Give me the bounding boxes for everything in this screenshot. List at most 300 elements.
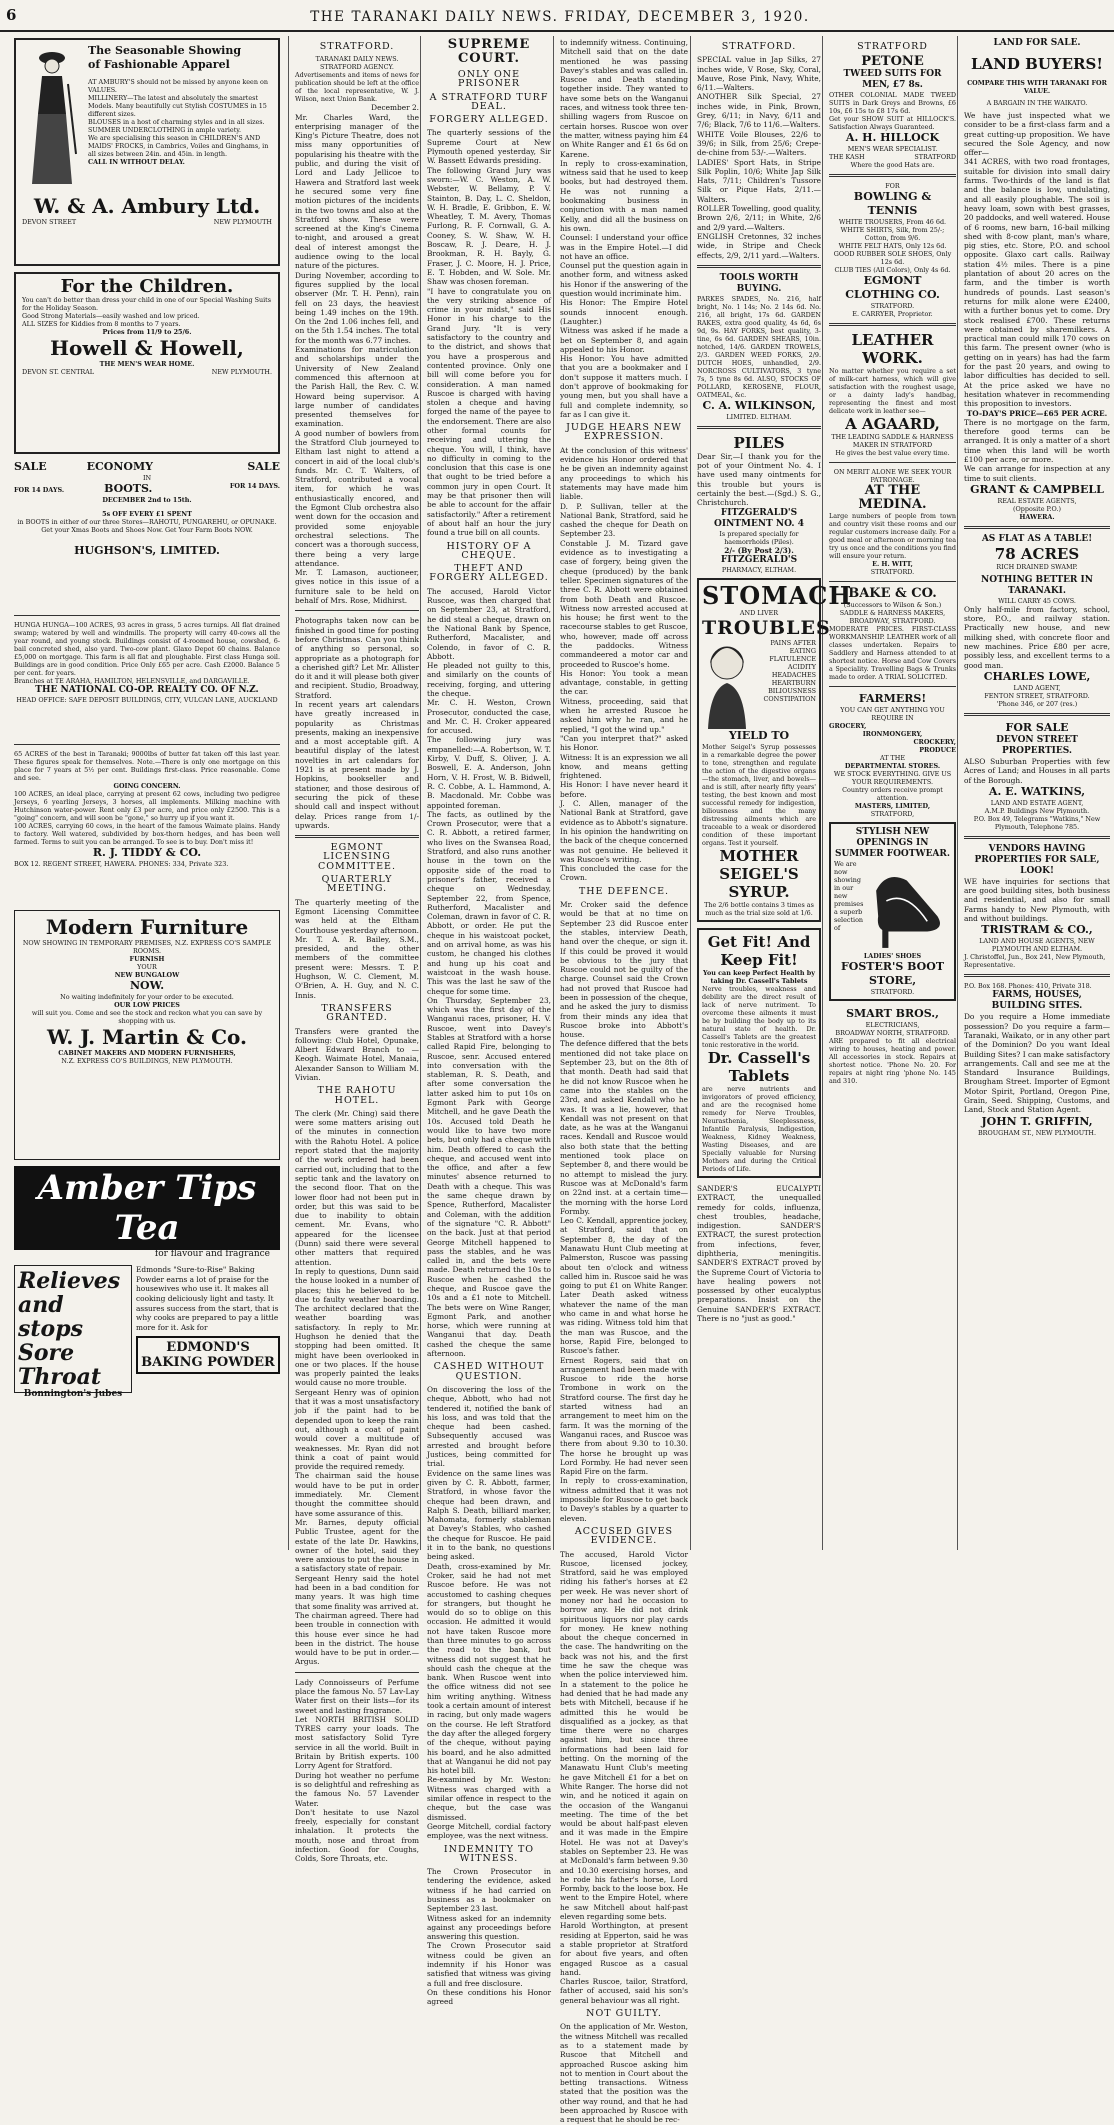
tiddy-going: GOING CONCERN.	[113, 782, 181, 790]
we-stock: WE STOCK EVERYTHING. GIVE US YOUR REQUIREMENTS.	[833, 770, 952, 787]
fitz-sub: Is prepared specially for haemorrhoids (Piles).	[719, 529, 799, 546]
bowling-item: CLUB TIES (All Colors), Only 4s 6d.	[834, 266, 951, 275]
stratford-heading: STRATFORD.	[721, 41, 797, 52]
stomach-heading: STOMACH	[702, 580, 853, 610]
smart-firm: SMART BROS.,	[846, 1007, 939, 1021]
bake-firm: BAKE & CO.	[848, 586, 937, 602]
paragraph: Photographs taken now can be finished in good time for posting before Christmas. Can you think of anything so personal, so appropriate as a photograph for a cherished gift? Let Mr. Allister do it and it will please both giver and recipient. Studio, Broadway, Stratford.	[295, 616, 419, 700]
martin-firm: W. J. Martin & Co.	[47, 1025, 247, 1049]
martin-text: NOW SHOWING IN TEMPORARY PREMISES, N.Z. EXPRESS CO'S SAMPLE ROOMS.	[22, 939, 272, 955]
bake-text: MODERATE PRICES. FIRST-CLASS WORKMANSHIP. LEATHER work of all classes undertaken. Repairs to Saddlery and Harness attended to at shortest notice. Horse and Cow Covers a Speciality. Travelling Bags & Trunks made to order. A TRIAL SOLICITED.	[829, 625, 956, 682]
hats-line: Where the good Hats are.	[850, 161, 935, 170]
ambury-text: SUMMER UNDERCLOTHING in ample variety.	[88, 126, 242, 134]
martin-now: NOW.	[129, 979, 165, 992]
ambury-text: We are specialising this season in CHILDREN'S AND MAIDS' FROCKS, in Cambrics, Voiles and Ginghams, in all sizes between 24in. and 45in. in length.	[88, 134, 269, 158]
subheading: INDEMNITY TO WITNESS.	[443, 1843, 535, 1864]
martin-furnish: FURNISH	[129, 955, 165, 963]
tristram-sub: LAND AND HOUSE AGENTS, NEW PLYMOUTH AND ELTHAM.	[979, 937, 1095, 954]
ambury-street: DEVON STREET	[22, 218, 77, 226]
sanders-text: SANDER'S EUCALYPTI EXTRACT, the unequalled remedy for colds, influenza, chest troubles, headache, indigestion. SANDER'S EXTRACT, the surest protection from infections, fever, diphtheria, meningitis. SANDER'S EXTRACT proved by the Supreme Court of Victoria to have healing powers not possessed by other eucalyptus preparations. Insist on the Genuine SANDER'S EXTRACT. There is no "just as good."	[697, 1183, 821, 1324]
howell-firm: Howell & Howell,	[50, 336, 244, 360]
flat-heading: AS FLAT AS A TABLE!	[981, 533, 1093, 544]
coop-firm: THE NATIONAL CO-OP. REALTY CO. OF N.Z.	[35, 685, 259, 695]
waikato-text: We have just inspected what we consider to be a first-class farm and a great cutting-up proposition. We have secured the Sole Agency, and now offer—	[964, 111, 1110, 158]
howell-text: You can't do better than dress your child in one of our Special Washing Suits for the Holiday Season.	[22, 296, 271, 312]
martin-heading: Modern Furniture	[45, 915, 249, 939]
land-for-sale: LAND FOR SALE.	[993, 38, 1081, 48]
paragraph: The facts, as outlined by the Crown Prosecutor, were that a C. R. Abbott, a retired farmer, who lives on the Swansea Road, Stratford, and also runs another house in the town on the opposite side of the road to prisoner's father, received a cheque on Wednesday, September 22, from Spence, Rutherford, Macalister and Coleman, drawn in favor of C. R. Abbott, or order. He put the cheque in his waistcoat pocket, and on arrival home, as was his custom, he changed his clothes and hung up his coat and waistcoat in the wash house. This was the last he saw of the cheque for some time.	[427, 809, 551, 996]
subheading: THEFT AND FORGERY ALLEGED.	[429, 563, 549, 584]
paragraph: Evidence on the same lines was given by C. R. Abbott, farmer, Stratford, in whose favor the cheque had been drawn, and Ralph S. Death, billiard marker, Mahomata, formerly stableman at Davey's Stables, who cashed the cheque for Ruscoe. He paid it in to the bank, no questions being asked.	[427, 1468, 551, 1562]
economy: ECONOMY	[86, 460, 153, 473]
paragraph: The Crown Prosecutor said witness could be given an indemnity if his Honor was satisfied that witness was giving a full and free disclosure.	[427, 1941, 551, 1988]
paragraph: Examinations for matriculation and scholarships under the University of New Zealand commenced this afternoon at the Parish Hall, the Rev. C. W. Howard being supervisor. A large number of candidates presented themselves for examination.	[295, 345, 419, 429]
paragraph: In reply to cross-examination, witness admitted that it was not impossible for Ruscoe to get back to Davey's stables by a quarter to eleven.	[560, 1476, 688, 1523]
drained: RICH DRAINED SWAMP.	[996, 562, 1078, 571]
court-sub: FORGERY ALLEGED.	[429, 114, 549, 126]
egmont-town: STRATFORD.	[870, 302, 915, 311]
medina-heading: AT THE MEDINA.	[858, 483, 927, 513]
tools-list: PARKES SPADES, No. 216, half bright, No. 1 14s; No. 2 14s 6d. No. 216, all bright, 17s 6d. GARDEN RAKES, extra good quality, 4s 6d, 6s 9d, 9s. HAY FORKS, best quality, 3-tine, 6s 6d. GARDEN SHEARS, 10in. notched, 14/6. GARDEN TROWELS, 2/3. GARDEN WEED FORKS, 2/9. DUTCH HOES, unhandled, 2/9. NORCROSS CULTIVATORS, 3 tyne 7s, 5 tyne 8s 6d. ALSO, STOCKS OF POLLARD, KEROSENE, FLOUR, OATMEAL, &c.	[697, 294, 821, 399]
yield-heading: YIELD TO	[728, 728, 790, 742]
paragraph: Leo C. Kendall, apprentice jockey, at Stratford, said that on September 8, the day of the Manawatu Hunt Club meeting at Palmerston, Ruscoe was passing about ten o'clock and witness called him in. Ruscoe said he was going to put £1 on White Ranger. Later Death asked witness whatever the name of the man who came in and what horse he was riding. Witness told him that the man was Ruscoe, and the horse, Rapid Fire, belonged to Ruscoe's father.	[560, 1216, 688, 1356]
hillock-sub: MEN'S WEAR SPECIALIST.	[847, 145, 938, 154]
bowling-item: WHITE FELT HATS, Only 12s 6d.	[838, 242, 947, 251]
rahotu-heading: THE RAHOTU HOTEL.	[317, 1085, 397, 1106]
court-sub: ONLY ONE PRISONER	[457, 69, 521, 90]
ambury-ad	[14, 38, 280, 266]
amber-tips-ad	[14, 1166, 280, 1259]
edmonds-brand: EDMOND'S BAKING POWDER	[136, 1336, 280, 1374]
seigel-text: Mother Seigel's Syrup possesses in a remarkable degree the power to tone, strengthen and regulate the action of the digestive organs—the stomach, liver, and bowels—and is still, after nearly fifty years' testing, the best known and most successful remedy for indigestion, biliousness and the many distressing ailments which are traceable to a weak or disordered condition of these important organs. Test it yourself.	[702, 742, 816, 847]
getfit-heading: Get Fit! And Keep Fit!	[707, 932, 811, 969]
ladies-shoe-icon	[863, 860, 951, 952]
howell-text: Good Strong Materials—easily washed and low priced.	[22, 312, 200, 320]
kash: THE KASH	[829, 153, 865, 162]
paragraph: A good number of bowlers from the Stratford Club journeyed to Eltham last night to attend a concert in aid of the local club's funds. Mr. C. T. Walters, of Stratford, contributed a vocal item, for which he was enthusiastically encored, and the Egmont Club orchestra also went down for the occasion and provided some enjoyable orchestral selections. The concert was a thorough success, there being a very large attendance.	[295, 428, 419, 568]
tiddy-ad	[14, 750, 280, 910]
symptom: BILIOUSNESS	[768, 686, 816, 695]
symptoms-list	[756, 639, 816, 729]
paragraph: Sergeant Henry was of opinion that it was a most unsatisfactory job if the paint had to be depended upon to keep the rain out, although a coat of paint would cover a multitude of weaknesses. Mr. Ryan did not think a coat of paint would provide the required remedy.	[295, 1387, 419, 1472]
farmers-item: GROCERY,	[829, 722, 867, 731]
tiddy-box: BOX 12.	[14, 860, 41, 868]
bowling-heading: BOWLING & TENNIS	[853, 190, 932, 218]
nothing-better: NOTHING BETTER IN TARANAKI.	[981, 574, 1093, 596]
paragraph: "I have to congratulate you on the very striking absence of crime in your midst," said His Honor in his charge to the Grand Jury. "It is very satisfactory to the country and to the district, and shows that you have a prosperous and contented province. Only one bill will come before you for consideration. A man named Ruscoe is charged with having stolen a cheque and having forged the name of the payee to the endorsement. There are also other formal counts for receiving and uttering the cheque. You will, I think, have no difficulty in coming to the conclusion that this case is one that ought to be tried before a common jury in open Court. It may be that prisoner then will be able to account for the affair satisfactorily." After a retirement of about half an hour the jury found a true bill on all counts.	[427, 286, 551, 538]
transfers-heading: TRANSFERS GRANTED.	[321, 1002, 393, 1024]
acres-78-text: Only half-mile from factory, school, store, P.O., and railway station. Practically new house, and new milking shed, with concrete floor and new machines. Price £80 per acre, possibly less, and excellent terms to a good man.	[964, 604, 1110, 670]
howell-prices: Prices from 11/9 to 25/6.	[102, 328, 192, 336]
inspect-text: We can arrange for inspection at any time to suit clients.	[964, 464, 1110, 483]
ad-line: ANOTHER Silk Special, 27 inches wide, in Pink, Brown, Grey, 6/11; in Navy, 6/11 and 7/6; Black, 7/6 to 11/6.—Walters.	[697, 92, 821, 130]
farmers-item: PRODUCE	[919, 746, 956, 755]
howell-heading: For the Children.	[60, 276, 234, 297]
vendors-text: WE have inquiries for sections that are good building sites, both business and residential, and also for small Farms handy to New Plymouth, with and without buildings.	[964, 876, 1110, 924]
paragraph: Harold Worthington, at present residing at Epperton, said he was a stable proprietor at Stratford for about five years, and often engaged Ruscoe as a casual hand.	[560, 1921, 688, 1977]
symptom: HEADACHES	[771, 670, 816, 679]
coop-text: HUNGA HUNGA—100 ACRES, 93 acres in grass, 5 acres turnips. All flat drained swamp; watered by well and windmills. The property will carry 40-cows all the year round, and young stock. Buildings consist of 4-roomed house, cowshed, 6-bail concreted shed, also yard. Two-cow plant. Glaxo Depot 60 chains. Balance £5,000 on mortgage. This farm is all flat and ploughable. First class Hunga soil. Buildings are in good condition. Price Only £65 per acre. Cash £2000. Balance 5 per cent. for years.	[14, 621, 280, 677]
howell-ad	[14, 272, 280, 454]
leather-heading: LEATHER WORK.	[851, 331, 934, 368]
egmont-firm: EGMONT CLOTHING CO.	[845, 274, 940, 302]
carry: WILL CARRY 45 COWS.	[998, 596, 1076, 605]
paragraph: The quarterly sessions of the Supreme Court at New Plymouth opened yesterday, Sir W. Bassett Edwards presiding.	[427, 128, 551, 166]
tristram-firm: TRISTRAM & CO.,	[981, 923, 1093, 937]
paragraph: Constable J. M. Tizard gave evidence as to investigating a case of forgery, being given the cheque (produced) by the bank teller. Specimen signatures of the three C. R. Abbott were obtained from both Death and Ruscoe. Witness now arrested accused at his house; he first went to the racecourse stables to get Ruscoe, who, however, made off across the paddocks. Witness commandeered a motor car and proceeded to Ruscoe's home.	[560, 538, 688, 669]
paragraph: On discovering the loss of the cheque, Abbott, who had not tendered it, notified the bank of his loss, and was told that the cheque had been cashed. Subsequently accused was arrested and brought before Justices, being committed for trial.	[427, 1384, 551, 1469]
boots-dates: DECEMBER 2nd to 15th.	[102, 496, 192, 504]
paragraph: to indemnify witness. Continuing, Mitchell said that on the date mentioned he was passing Davey's stables and was called in. Ruscoe and Death standing together inside. They wanted to have some bets on the Wanganui races, and witness took three ten-shilling wagers from Ruscoe on certain horses. Ruscoe won over the matter, witness paying him £4 on White Ranger and £1 6s 6d on Karene.	[560, 38, 688, 159]
watkins-box: P.O. Box 49, Telegrams "Watkins," New Plymouth, Telephone 785.	[973, 814, 1101, 831]
paragraph: Death, cross-examined by Mr. Croker, said he had not met Ruscoe before. He was not accustomed to cashing cheques for strangers, but thought he would do so to oblige on this occasion. He admitted it would not have taken Ruscoe more than three minutes to go across the road to the bank, but witness did not suggest that he should cash the cheque at the bank. When Ruscoe went into the office witness did not see him writing anything. Witness took a certain amount of interest in racing, but only made wagers on the course. He left Stratford the day after the alleged forgery of the cheque, without paying his board, and he also admitted that at Wanganui he did not pay his hotel bill.	[427, 1561, 551, 1776]
paragraph: The chairman said the house would have to be put in order immediately. Mr. Clement thought the committee should have some assurance of this.	[295, 1471, 419, 1518]
tweed-line: TWEED SUITS FOR MEN, £7 8s.	[843, 69, 942, 91]
kash-town: STRATFORD	[914, 153, 956, 162]
cassell-text: are nerve nutrients and invigorators of proved efficiency, and are the recognised home remedy for Nerve Troubles, Neurasthenia, Sleeplessness, Infantile Paralysis, Indigestion, Weakness, Kidney Weakness, Wasting Diseases, and are Specially valuable for Nursing Mothers and during the Critical Periods of Life.	[702, 1084, 816, 1173]
paragraph: On these conditions his Honor agreed	[427, 1987, 551, 2007]
seigel-brand: MOTHER SEIGEL'S SYRUP.	[719, 846, 799, 901]
boots-xmas: Get your Xmas Boots and Shoes Now. Get Your Farm Boots NOW.	[41, 526, 253, 534]
todays-price: TO-DAY'S PRICE—£65 PER ACRE.	[966, 408, 1108, 418]
boots-word: BOOTS.	[104, 482, 153, 495]
subheading: ACCUSED GIVES EVIDENCE.	[574, 1525, 674, 1547]
masters-town: STRATFORD,	[870, 810, 915, 819]
country-orders: Country orders receive prompt attention.	[842, 786, 943, 803]
box-168: P.O. Box 168. Phones: 410, Private 318.	[964, 982, 1092, 991]
column-stratford-ads-2	[825, 38, 960, 1550]
farmers-text: YOU CAN GET ANYTHING YOU REQUIRE IN	[840, 706, 945, 723]
stratford-heading: STRATFORD.	[319, 41, 395, 52]
coop-office: HEAD OFFICE: SAFE DEPOSIT BUILDINGS, CITY, VULCAN LANE, AUCKLAND	[16, 696, 278, 704]
paragraph: The defence differed that the bets mentioned did not take place on September 23, but on the 8th of that month. Death had said that he did not know Ruscoe when he came into the stables on the 23rd, and asked Kendall who he was. It was a lie, however, that Kendall was not present on that date, as he was at the Wanganui races. Kendall and Ruscoe would also both state that the betting mentioned took place on September 8, and there would be no attempt to mislead the jury. Ruscoe was at McDonald's farm on 22nd inst. at a certain time—the morning with the horse Lord Formby.	[560, 1039, 688, 1216]
column-stratford	[291, 38, 423, 1864]
paragraph: In recent years art calendars have greatly increased in popularity as Christmas presents, making an inexpensive and a most acceptable gift. A beautiful display of the latest novelties in art calendars for 1921 is at present made by J. Hopkins, bookseller and stationer, and those desirous of securing the pick of these should call and inspect without delay. Prices range from 1/- upwards.	[295, 700, 419, 830]
paragraph: Mr. C. H. Weston, Crown Prosecutor, conducted the case, and Mr. C. H. Croker appeared for accused.	[427, 698, 551, 736]
edmonds-text: Edmonds "Sure-to-Rise" Baking Powder earns a lot of praise for the housewives who use it. It makes all cooking deliciously light and tasty. It assures success from the start, that is why cooks are prepared to pay a little more for it. Ask for	[136, 1265, 279, 1332]
howell-town: NEW PLYMOUTH.	[211, 368, 272, 376]
edmonds-ad	[136, 1265, 280, 1385]
tiddy-phones: PHONES: 334, Private 323.	[138, 860, 229, 868]
paragraph: Mr. Barnes, deputy official Public Trustee, agent for the estate of the late Dr. Hawkins, owner of the hotel, said they were anxious to put the house in a satisfactory state of repair.	[295, 1517, 419, 1574]
ad-line: WHITE Voile Blouses, 22/6 to 39/6; in Silk, from 25/6; Crepe-de-chine from 53/-.—Walters.	[697, 129, 821, 158]
paragraph: The accused, Harold Victor Ruscoe, was then charged that on September 23, at Stratford, he did steal a cheque, drawn on the National Bank by Spence, Rutherford, Macalister, and Colendo, in favor of C. R. Abbott.	[427, 586, 551, 661]
ambury-town: NEW PLYMOUTH	[213, 218, 272, 226]
howell-text: ALL SIZES for Kiddies from 8 months to 7 years.	[22, 320, 181, 328]
amber-tag: for flavour and fragrance	[154, 1249, 270, 1259]
tiddy-firm: R. J. TIDDY & CO.	[92, 846, 202, 859]
howell-street: DEVON ST. CENTRAL	[22, 368, 94, 376]
grant-sub: REAL ESTATE AGENTS,	[997, 496, 1077, 505]
paragraph: His Honor: You have admitted that you are a bookmaker and I don't suppose it matters much. I don't approve of bookmaking for young men, but you shall have a full and complete indemnity, so far as I can give it.	[560, 354, 688, 419]
aagaard-firm: A AGAARD,	[845, 415, 940, 434]
paragraph: J. C. Allen, manager of the National Bank at Stratford, gave evidence as to Abbott's signature. In his opinion the handwriting on the back of the cheque concerned was not genuine. He believed it was Ruscoe's writing.	[560, 799, 688, 864]
cassell-brand: Dr. Cassell's Tablets	[707, 1048, 811, 1085]
tiddy-100a: 100 ACRES, an ideal place, carrying at present 62 cows, including two pedigree Jerseys, 6 yearling Jerseys, 3 horses, all implements. Milking machine with Hutchinson water-power. Rent only £3 per acre, and price only £2500. This is a "going" concern, and will soon be "gone," so hurry up if you want it.	[14, 790, 280, 822]
farmers-heading: FARMERS!	[858, 692, 927, 706]
griffin-text: Do you require a Home immediate possession? Do you require a farm—Taranaki, Waikato, or in any other part of the Dominion? Do you want Ideal Building Sites? I can make satisfactory arrangements. Call and see me at the Standard Insurance Buildings, Brougham Street. Importer of Egmont Motor Spirit, Portland, Oregon Pine, Grain, Seed. Shipping, Customs, and Land, Stock and Station Agent.	[964, 1012, 1111, 1115]
foster-text: We are now showing in our new premises a superb selection of	[834, 860, 864, 933]
egmont-prop: E. CARRYER, Proprietor.	[852, 310, 933, 319]
aagaard-sub: THE LEADING SADDLE & HARNESS MAKER IN STRATFORD	[831, 433, 954, 450]
vendors-heading: VENDORS HAVING PROPERTIES FOR SALE, LOOK!	[974, 843, 1100, 876]
paragraph: Counsel: I understand your office was in the Empire Hotel.—I did not have an office.	[560, 233, 688, 261]
paragraph: Re-examined by Mr. Weston: Witness was charged with a similar offence in respect to the cheque, but the case was dismissed.	[427, 1775, 551, 1822]
date: December 2.	[371, 103, 419, 113]
paragraph: At the conclusion of this witness' evidence his Honor ordered that he be given an indemnity against any proceedings to which his statements may have made him liable.	[560, 445, 688, 502]
ambury-text: AT AMBURY'S should not be missed by anyone keen on VALUES.	[88, 78, 268, 94]
martin-bungalow: NEW BUNGALOW	[114, 971, 180, 979]
paragraph: In reply to cross-examination, witness said that he used to keep books, but had destroyed them. He was not running a bookmaking business in conjunction with a man named Kelly, and did all the business on his own.	[560, 158, 688, 233]
martin-sub: CABINET MAKERS AND MODERN FURNISHERS,	[58, 1049, 236, 1057]
also-text: ALSO Suburban Properties with few Acres of Land; and Houses in all parts of the Borough.	[964, 756, 1110, 785]
paragraph: Let NORTH BRITISH SOLID TYRES carry your loads. The most satisfactory Solid Tyre service in all the world. Built in Britain by British experts. 100 Lorry Agent for Stratford.	[295, 1714, 419, 1771]
and-liver: AND LIVER	[739, 608, 779, 617]
subheading: HISTORY OF A CHEQUE.	[446, 540, 532, 561]
amber-brand: Amber Tips Tea	[14, 1166, 280, 1250]
ambury-text: MILLINERY—The latest and absolutely the smartest Models. Many beautifully cut Stylish COSTUMES in 15 different sizes.	[88, 94, 267, 118]
paragraph: Mr. Croker said the defence would be that at no time on September 23 did Ruscoe enter the stables, interview Death, hand over the cheque, or sign it. If this could be proved it would be obvious to the jury that Ruscoe could not be guilty of the charge. Counsel said the Crown had not proved that Ruscoe had been in possession of the cheque, and he asked the jury to dismiss from their minds any idea that Ruscoe broke into Abbott's house.	[560, 900, 688, 1040]
page-number: 6	[6, 6, 17, 24]
farmers-item: IRONMONGERY,	[862, 730, 923, 739]
subheading: CASHED WITHOUT QUESTION.	[433, 1361, 545, 1382]
paragraph: Witness asked for an indemnity against any proceedings before answering this question.	[427, 1913, 551, 1942]
ad-line: ENGLISH Cretonnes, 32 inches wide, in Stripe and Check effects, 2/9, 2/11 yard.—Walters.	[697, 231, 821, 260]
martin-your: YOUR	[137, 963, 157, 971]
smart-sub: ELECTRICIANS,	[865, 1021, 920, 1030]
piles-text: Dear Sir,—I thank you for the pot of your Ointment No. 4. I have used many ointments for this trouble but yours is certainly the best.—(Sgd.) S. G., Christchurch.	[697, 451, 821, 508]
paragraph: During hot weather no perfume is so delightful and refreshing as the famous No. 57 Lavender Water.	[295, 1770, 419, 1808]
grant-opp: (Opposite P.O.)	[1013, 504, 1061, 513]
paragraph: Mr. Charles Ward, the enterprising manager of the King's Picture Theatre, does not miss many opportunities of popularising his theatre with the public, and during the visit of Lord and Lady Jellicoe to Hawera and Stratford last week he secured some very fine motion pictures of the incidents in the two towns and also at the Stratford show. These were screened at the King's Cinema to-night, and aroused a great deal of interest amongst the audience owing to the local nature of the pictures.	[295, 112, 419, 271]
foster-firm: FOSTER'S BOOT STORE,	[840, 960, 945, 988]
wilkinson-sub: LIMITED. ELTHAM.	[726, 412, 792, 421]
bonnington-head1: Relieves and	[18, 1268, 121, 1319]
bargain: A BARGAIN IN THE WAIKATO.	[986, 99, 1088, 107]
days-left: FOR 14 DAYS.	[14, 486, 65, 494]
dept-stores: DEPARTMENTAL STORES.	[844, 762, 941, 771]
howell-sub: THE MEN'S WEAR HOME.	[99, 360, 195, 368]
hillock-line: Get your SHOW SUIT at HILLOCK'S. Satisfaction Always Guaranteed.	[829, 115, 956, 132]
tiddy-100b: 100 ACRES, carrying 60 cows, in the heart of the famous Waimate plains. Handy to factory. Well watered, subdivided by box-thorn hedges, and has been well farmed. Terms to suit you can be arranged. To see is to buy. Don't miss it!	[14, 822, 280, 846]
foster-heading: STYLISH NEW OPENINGS IN SUMMER FOOTWEAR.	[834, 827, 951, 860]
for-label: FOR	[885, 182, 900, 191]
sale-right: SALE	[247, 460, 280, 473]
paragraph: The clerk (Mr. Ching) said there were some matters arising out of the minutes in connection with the Rahotu Hotel. A police report stated that the majority of the work ordered had been carried out, including that to the septic tank and the lavatory on the second floor. That on the lower floor had not been put in order, but this was said to be due to inability to obtain cement. Mr. Evans, who appeared for the licensee (Dunn) said there were several other matters that required attention.	[295, 1108, 419, 1267]
paragraph: Mr. T. Lamason, auctioneer, gives notice in this issue of a furniture sale to be held on behalf of Mrs. Rose, Midhirst.	[295, 568, 419, 606]
paragraph: D. P. Sullivan, teller at the National Bank, Stratford, said he cashed the cheque for Death on September 23.	[560, 501, 688, 539]
paragraph: Witness was asked if he made a bet on September 8, and again appealed to his Honor.	[560, 326, 688, 354]
boots-stores: in BOOTS in either of our three Stores—RAHOTU, PUNGAREHU, or OPUNAKE.	[17, 518, 277, 526]
woman-portrait-icon	[702, 639, 752, 729]
masthead-title: THE TARANAKI DAILY NEWS. FRIDAY, DECEMBER 3, 1920.	[310, 9, 810, 25]
tools-heading: TOOLS WORTH BUYING.	[719, 272, 799, 294]
hughson-firm: HUGHSON'S, LIMITED.	[74, 544, 220, 557]
cassell-ad	[697, 928, 821, 1178]
foster-sub: LADIES' SHOES	[863, 952, 922, 961]
getfit-text: Nerve troubles, weakness and debility are the direct result of lack of nerve nutriment. To overcome these ailments it must be by building the body up to its natural state of health. Dr. Cassell's Tablets are the greatest tonic restorative in the world.	[702, 984, 816, 1049]
paragraph: His Honor: I have never heard it before.	[560, 780, 688, 799]
seigel-size: The 2/6 bottle contains 3 times as much as the trial size sold at 1/6.	[704, 900, 814, 917]
griffin-firm: JOHN T. GRIFFIN,	[981, 1114, 1093, 1128]
paragraph: Witness, proceeding, said that when he arrested Ruscoe he asked him why he ran, and he replied, "I got the wind up."	[560, 696, 688, 734]
subheading: JUDGE HEARS NEW EXPRESSION.	[566, 422, 682, 443]
coop-branches: Branches at TE ARAHA, HAMILTON, HELENSVILLE, and DARGAVILLE.	[14, 677, 250, 685]
lowe-phone: 'Phone 346, or 207 (res.)	[996, 699, 1078, 708]
paragraph: Witness: It is an expression we all know, and means getting frightened.	[560, 752, 688, 781]
paragraph: He pleaded not guilty to this, and similarly on the counts of receiving, forging, and uttering the cheque.	[427, 661, 551, 698]
paragraph: Transfers were granted the following: Club Hotel, Opunake, Albert Edward Branch to — Keogh. Waimate Hotel, Manaia, Alexander Sanson to William M. Vivian.	[295, 1026, 419, 1082]
column-ads-left	[14, 38, 280, 1550]
column-rule	[288, 36, 289, 1550]
paragraph: On Thursday, September 23, which was the first day of the Wanganui races, prisoner, H. V. Ruscoe, went into Davey's Stables at Stratford with a horse called Rapid Fire, belonging to Ruscoe, senr. Accused entered into conversation with the stableman, R. S. Death, and after some conversation the latter asked him to put 10s on Egmont Park with George Mitchell, and he gave Death the 10s. Accused told Death he would like to have two more bets, but only had a cheque with him. Death offered to cash the cheque, and accused went into the office, and after a few minutes' absence returned to Death with a cheque. This was the same cheque drawn by Spence, Rutherford, Macalister and Coleman, with the addition of the signature "C. R. Abbott" on the back. Just at that period George Mitchell happened to pass the stables, and he was called in, and the bets were made. Death returned the 10s to Ruscoe when he cashed the cheque, and Ruscoe gave the 10s and a £1 note to Mitchell. The bets were on Wine Ranger, Egmont Park, and another horse, which were running at Wanganui that day. Death cashed the cheque the same afternoon.	[427, 995, 551, 1359]
licensing-heading: EGMONT LICENSING COMMITTEE.	[317, 842, 396, 872]
paragraph: George Mitchell, cordial factory employee, was the next witness.	[427, 1821, 551, 1841]
bowling-item: WHITE SHIRTS, Silk, from 25/-; Cotton, from 9/6.	[840, 226, 945, 243]
witt-firm: E. H. WITT,	[872, 560, 913, 569]
hillock-firm: A. H. HILLOCK	[845, 131, 940, 145]
ad-line: SPECIAL value in Jap Silks, 27 inches wide, V Rose, Sky, Coral, Mauve, Rose Pink, Navy, White, 6/11.—Walters.	[697, 55, 821, 93]
coop-ad	[14, 621, 280, 739]
tristram-addr: J. Christoffel, Jun., Box 241, New Plymouth, Representative.	[964, 953, 1106, 970]
martin-ad	[14, 910, 280, 1160]
medina-text: Large numbers of people from town and country visit these rooms and our regular customers increase daily. For a good meal or afternoon or morning tea try us once and the conditions you find will ensure your return.	[829, 512, 956, 561]
medina-pre: ON MERIT ALONE WE SEEK YOUR PATRONAGE.	[833, 468, 952, 485]
watkins-addr: A.M.P. Buildings New Plymouth.	[984, 806, 1090, 815]
paragraph: Sergeant Henry said the hotel had been in a bad condition for many years. It was high time that some finality was arrived at.	[295, 1573, 419, 1611]
bonnington-ad	[14, 1265, 132, 1400]
bonnington-brand: Bonnington's Jubes	[23, 1389, 123, 1400]
column-land-for-sale	[960, 38, 1114, 1550]
buyers-heading: LAND BUYERS!	[971, 55, 1103, 73]
other-suits: OTHER COLONIAL MADE TWEED SUITS in Dark Greys and Browns, £6 10s, £6 15s to £8 17s 6d.	[829, 91, 956, 116]
paragraph: During November, according to figures supplied by the local observer (Mr. T. H. Penn), rain fell on 23 days, the heaviest being 1.49 inches on the 19th. On the 2nd 1.06 inches fell, and on the 5th 1.54 inches. The total for the month was 6.77 inches.	[295, 270, 419, 345]
piles-heading: PILES	[733, 433, 785, 452]
subheading: NOT GUILTY.	[586, 2008, 662, 2020]
watkins-sub: LAND AND ESTATE AGENT,	[990, 798, 1084, 807]
ambury-heading-2: of Fashionable Apparel	[88, 58, 230, 71]
paragraph: In reply to questions, Dunn said the house looked in a number of places; this he believed to be due to faulty weather boarding. The architect declared that the weather boarding was satisfactory. In reply to Mr. Hughson he denied that the stopping had been omitted. It might have been overlooked in one or two places. If the house was properly painted the leaks would cause no more trouble.	[295, 1266, 419, 1388]
bottom-ads	[14, 1265, 280, 1400]
masters-firm: MASTERS, LIMITED,	[854, 802, 931, 811]
for-sale-heading: FOR SALE	[1005, 720, 1069, 734]
watkins-firm: A. E. WATKINS,	[988, 784, 1086, 798]
devon-properties: DEVON STREET PROPERTIES.	[996, 734, 1078, 756]
paragraph: Don't hesitate to use Nazol freely, especially for constant inhalation. It protects the mouth, nose and throat from infection. Good for Coughs, Colds, Sore Throats, etc.	[295, 1807, 419, 1864]
symptom: CONSTIPATION	[763, 694, 816, 703]
symptom: PAINS AFTER EATING	[770, 638, 816, 655]
paragraph: Counsel put the question again in another form, and witness asked his Honor if the answering of the question would incriminate him.	[560, 261, 688, 299]
paragraph: This concluded the case for the Crown.	[560, 864, 688, 883]
aagaard-tag: He gives the best value every time.	[835, 449, 950, 458]
compare: COMPARE THIS WITH TARANAKI FOR VALUE.	[967, 79, 1107, 95]
notice: Advertisements and items of news for publication should be left at the office of the local representative, W. J. Wilson, next Union Bank.	[295, 71, 419, 104]
bake-sub: (Successors to Wilson & Son.) SADDLE & HARNESS MAKERS, BROADWAY, STRATFORD.	[839, 601, 946, 626]
fitz-heading: FITZGERALD'S OINTMENT NO. 4	[714, 507, 804, 529]
column-supreme-court	[423, 37, 555, 2007]
stratford-sub: STRATFORD AGENCY.	[320, 63, 394, 72]
paragraph: On the application of Mr. Weston, the witness Mitchell was recalled as to a statement made by Ruscoe that Mitchell and approached Ruscoe asking him not to mention in Court about the betting transactions. Witness stated that the position was the other way round, and that he had been approached by Ruscoe with a request that he should be rec-	[560, 2022, 688, 2125]
foster-ad	[829, 822, 956, 1001]
paragraph: His Honor: The Empire Hotel sounds innocent enough. (Laughter.)	[560, 298, 688, 326]
petone-heading: PETONE	[861, 54, 924, 70]
licensing-sub: QUARTERLY MEETING.	[321, 874, 393, 895]
fitz-pharm: PHARMACY, ELTHAM.	[721, 565, 797, 574]
bowling-item: GOOD RUBBER SOLE SHOES, Only 12s 6d.	[833, 250, 952, 267]
wilkinson-firm: C. A. WILKINSON,	[702, 398, 816, 412]
tiddy-street: REGENT STREET, HAWERA.	[42, 860, 137, 868]
farmers-item: CROCKERY,	[913, 738, 956, 747]
boots-in: IN	[142, 474, 152, 482]
bonnington-head3: Throat	[18, 1364, 102, 1391]
paragraph: The following Grand Jury was sworn:—W. C. Weston, A. W. Webster, W. Bellamy, P. V. Stainton, B. Day, L. C. Sheldon, W. H. Bradle, E. Gribbon, E. W. Wheatley, T. M. Avery, Thomas Furlong, R. F. Cornwall, G. A. Cooney, S. W. Shaw, W. H. Boscaw, R. J. Deare, H. J. Brookman, R. H. Bayly, G. Fraser, J. C. Moore, H. J. Price, E. T. Hobden, and W. Sole. Mr. Shaw was chosen foreman.	[427, 165, 551, 287]
paragraph: Lady Connoisseurs of Perfume place the famous No. 57 Lav-Lay Water first on their lists—for its sweet and lasting fragrance.	[295, 1677, 419, 1715]
court-sub: A STRATFORD TURF DEAL.	[429, 91, 549, 112]
paragraph: Charles Ruscoe, tailor, Stratford, father of accused, said his son's general behaviour was all right.	[560, 1977, 688, 2005]
leather-text: No matter whether you require a set of milk-cart harness, which will give satisfaction with the roughest usage, or a dainty lady's handbag, representing the finest and most delicate work in leather see—	[829, 367, 956, 416]
lowe-firm: CHARLES LOWE,	[983, 669, 1091, 683]
column-court-continued	[556, 38, 692, 2125]
subheading: THE DEFENCE.	[578, 885, 670, 897]
bonnington-head2: stops Sore	[18, 1316, 83, 1367]
paragraph: The following jury was empanelled:—A. Robertson, W. T. Kirby, V. Duff, S. Oliver, J. A. Boswell, E. A. Anderson, John Horn, V. H. Frost, W. B. Bidwell, R. C. Cobbe, A. L. Hammond, A. B. Macdonald. Mr. Cobbe was appointed foreman.	[427, 735, 551, 810]
boots-ad	[14, 460, 280, 610]
ad-line: ROLLER Towelling, good quality, Brown 2/6, 2/11; in White, 2/6 and 2/9 yard.—Walters.	[697, 204, 821, 232]
paragraph: The chairman agreed. There had been trouble in connection with this house ever since he had been in the district. The house would have to be put in order.—Argus.	[295, 1610, 419, 1667]
paragraph: The Crown Prosecutor in tendering the evidence, asked witness if he had carried on business as a bookmaker on September 23 last.	[427, 1867, 551, 1914]
fitz-price: 2/- (By Post 2/3).	[724, 545, 794, 555]
grant-town: HAWERA.	[1019, 512, 1055, 521]
martin-text: No waiting indefinitely for your order to be executed.	[60, 993, 234, 1001]
acres-341: 341 ACRES, with two road frontages, suitable for division into small dairy farms. Two-thirds of the land is flat and the balance is low, undulating, and all easily ploughable. The soil is heavy loam, sown with best grasses, 20 paddocks, and well watered. House of 6 rooms, new barn, 16-bail milking shed with 8-cow plant, man's whare, pig sties, etc. Store, P.O. and school opposite. Glaxo cart calls. Railway station 4½ miles. There is a pine plantation of about 20 acres on the farm, and the timber is worth hundreds of pounds. Last season's returns for milk alone were £2400, with a further bonus yet to come. Dry stock realised £700. These returns were obtained by sharemilkers. A practical man could milk 170 cows on this farm. The present owner (who is getting on in years) has had the farm for the past 20 years, and owing to labor difficulties has decided to sell. At the price asked we have no hesitation whatever in recommending this proposition to investors.	[964, 157, 1110, 409]
symptom: ACIDITY	[787, 662, 816, 671]
ambury-heading-1: The Seasonable Showing	[88, 44, 242, 57]
grant-firm: GRANT & CAMPBELL	[970, 482, 1104, 496]
martin-text: will suit you. Come and see the stock and reckon what you can save by shopping with us.	[31, 1009, 263, 1025]
paragraph: His Honor: You took a mean advantage, constable, in getting the car.	[560, 668, 688, 697]
fitz-firm: FITZGERALD'S	[720, 554, 798, 565]
paragraph: The accused, Harold Victor Ruscoe, licensed jockey, Stratford, said he was employed riding his father's horses at £2 per week. He was never short of money nor had he occasion to borrow any. He did not drink spirituous liquors nor play cards for money. He knew nothing about the cheque concerned in the case. The handwriting on the back was not his, and the first time he saw the cheque was when the police interviewed him. In a statement to the police he had denied that he had made any bets with Mitchell, because if he admitted this he would be disqualified as a jockey, as that time there were no charges against him, but since three informations had been laid for betting. On the morning of the Manawatu Hunt Club's meeting he gave Mitchell £1 for a bet on White Ranger. The horse did not win, and he noticed it again on the occasion of the Wanganui meeting. The time of the bet would be about half-past eleven and it was made in the Empire Hotel. He was not at Davey's stables on September 23. He was at McDonald's farm between 9.30 and 10.30 exercising horses, and he rode his father's horse, Lord Formby, back to the loose box. He went to the Empire Hotel, where he saw Mitchell about half-past eleven regarding some bets.	[560, 1549, 688, 1922]
masthead	[0, 0, 1114, 32]
martin-low: OUR LOW PRICES	[114, 1001, 180, 1009]
smart-addr: BROADWAY NORTH, STRATFORD.	[835, 1029, 950, 1038]
ambury-call: CALL IN WITHOUT DELAY.	[88, 158, 185, 166]
mortgage-text: There is no mortgage on the farm, therefore good terms can be arranged. It is only a matter of a short time when this land will be worth £100 per acre, or more.	[964, 417, 1110, 464]
bowling-item: WHITE TROUSERS, From 46 6d.	[838, 218, 947, 227]
days-right: FOR 14 DAYS.	[229, 482, 280, 490]
ambury-text: BLOUSES in a host of charming styles and in all sizes.	[88, 118, 265, 126]
martin-addr: N.Z. EXPRESS CO'S BUILDINGS, NEW PLYMOUTH.	[61, 1057, 233, 1065]
lowe-addr: FENTON STREET, STRATFORD.	[984, 691, 1090, 700]
symptom: HEARTBURN	[771, 678, 816, 687]
symptom: FLATULENCE	[769, 654, 816, 663]
paragraph: Ernest Rogers, said that on arrangement had been made with Ruscoe to ride the horse Trombone in work on the Stratford course. The first day he started witness had an arrangement to meet him on the farm. It was the morning of the Wanganui races, and Ruscoe was there from about 9.30 to 10.30. The horse he brought up was Lord Formby. He had never seen Rapid Fire on the farm.	[560, 1355, 688, 1477]
lowe-sub: LAND AGENT,	[1013, 683, 1061, 692]
getfit-sub: You can keep Perfect Health by taking Dr. Cassell's Tablets	[703, 968, 815, 985]
smart-text: ARE prepared to fit all electrical wiring to houses, heating and power. All accessories in stock. Repairs at shortest notice. 'Phone No. 20. For repairs at night ring 'phone No. 145 and 310.	[829, 1037, 956, 1086]
paragraph: "Can you interpret that?" asked his Honor.	[560, 733, 688, 753]
witt-town: STRATFORD.	[870, 568, 915, 577]
stratford-sub: TARANAKI DAILY NEWS.	[315, 55, 399, 64]
acres-78: 78 ACRES	[994, 544, 1080, 563]
foster-town: STRATFORD.	[870, 988, 915, 997]
stratford-heading: STRATFORD	[857, 41, 928, 52]
paragraph: The quarterly meeting of the Egmont Licensing Committee was held at the Eltham Courthouse yesterday afternoon. Mr. T. A. R. Bailey, S.M., presided, and the other members of the committee present were: Messrs. T. P. Hughson, W. C. Clement, M. O'Brien, A. H. Guy, and N. C. Innis.	[295, 897, 419, 1000]
sale-left: SALE	[14, 460, 47, 473]
at-the: AT THE	[879, 754, 906, 763]
court-heading: SUPREME COURT.	[447, 37, 531, 66]
farms-heading: FARMS, HOUSES, BUILDING SITES.	[991, 990, 1083, 1012]
